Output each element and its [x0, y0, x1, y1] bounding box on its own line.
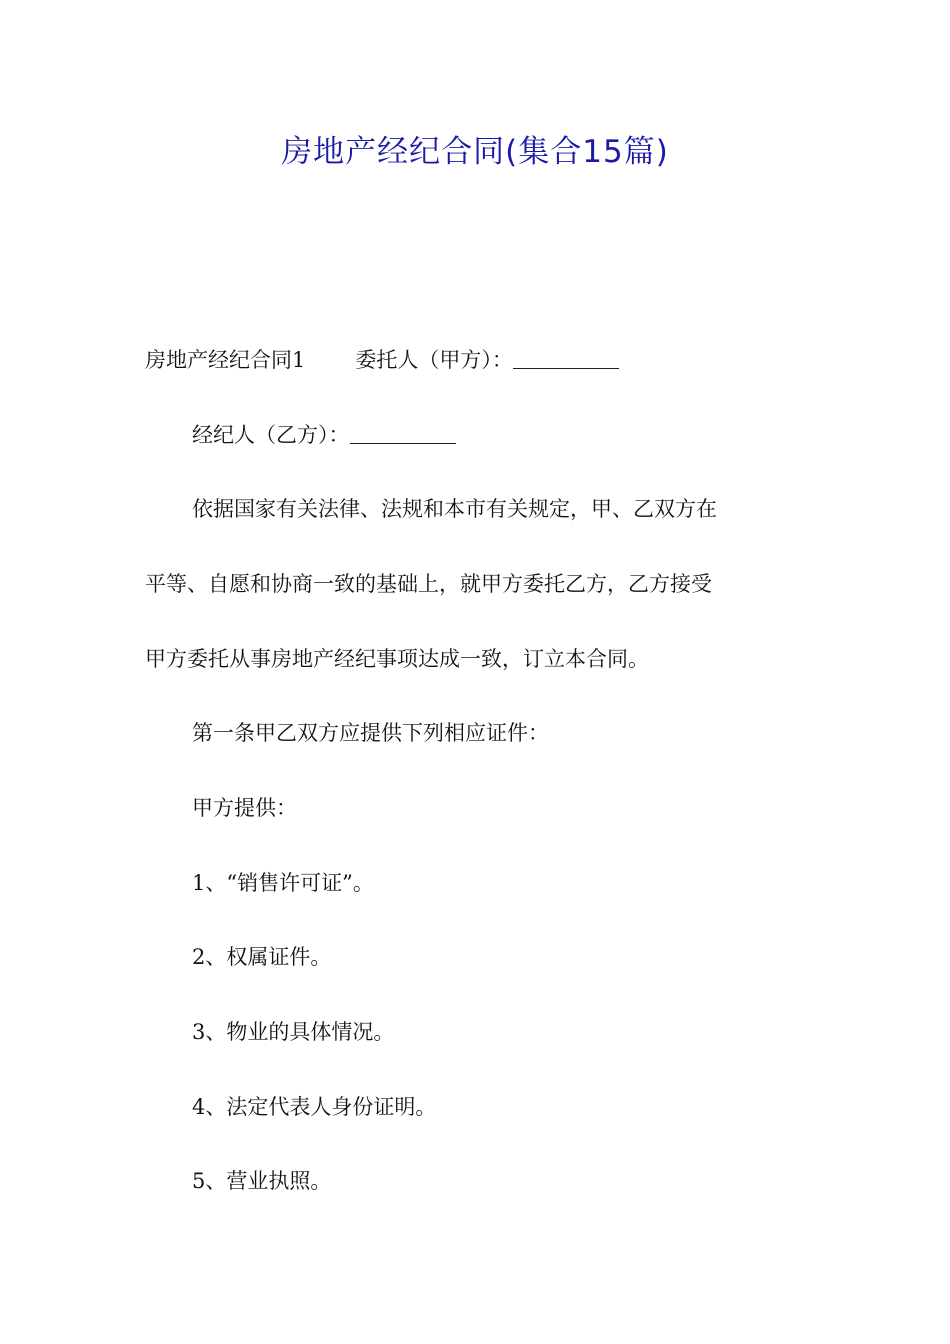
party-a-provides: 甲方提供：	[192, 796, 297, 820]
contract-heading: 房地产经纪合同1	[145, 348, 306, 372]
client-label: 委托人（甲方）：	[355, 348, 513, 372]
contract-heading-line	[145, 344, 815, 376]
client-blank-line	[513, 347, 619, 369]
article-1: 第一条甲乙双方应提供下列相应证件：	[192, 721, 549, 745]
document-title: 房地产经纪合同(集合15篇)	[281, 134, 669, 170]
list-item-1: 1、“销售许可证”。	[192, 871, 374, 895]
paragraph-line-3: 甲方委托从事房地产经纪事项达成一致，订立本合同。	[145, 647, 649, 671]
list-item-2: 2、权属证件。	[192, 945, 332, 969]
broker-line	[192, 419, 812, 451]
list-item-5: 5、营业执照。	[192, 1169, 332, 1193]
list-item-4: 4、法定代表人身份证明。	[192, 1095, 437, 1119]
broker-blank-line	[350, 422, 456, 444]
paragraph-line-2: 平等、自愿和协商一致的基础上，就甲方委托乙方，乙方接受	[145, 572, 712, 596]
broker-label: 经纪人（乙方）：	[192, 423, 350, 447]
paragraph-line-1: 依据国家有关法律、法规和本市有关规定，甲、乙双方在	[192, 497, 717, 521]
list-item-3: 3、物业的具体情况。	[192, 1020, 395, 1044]
